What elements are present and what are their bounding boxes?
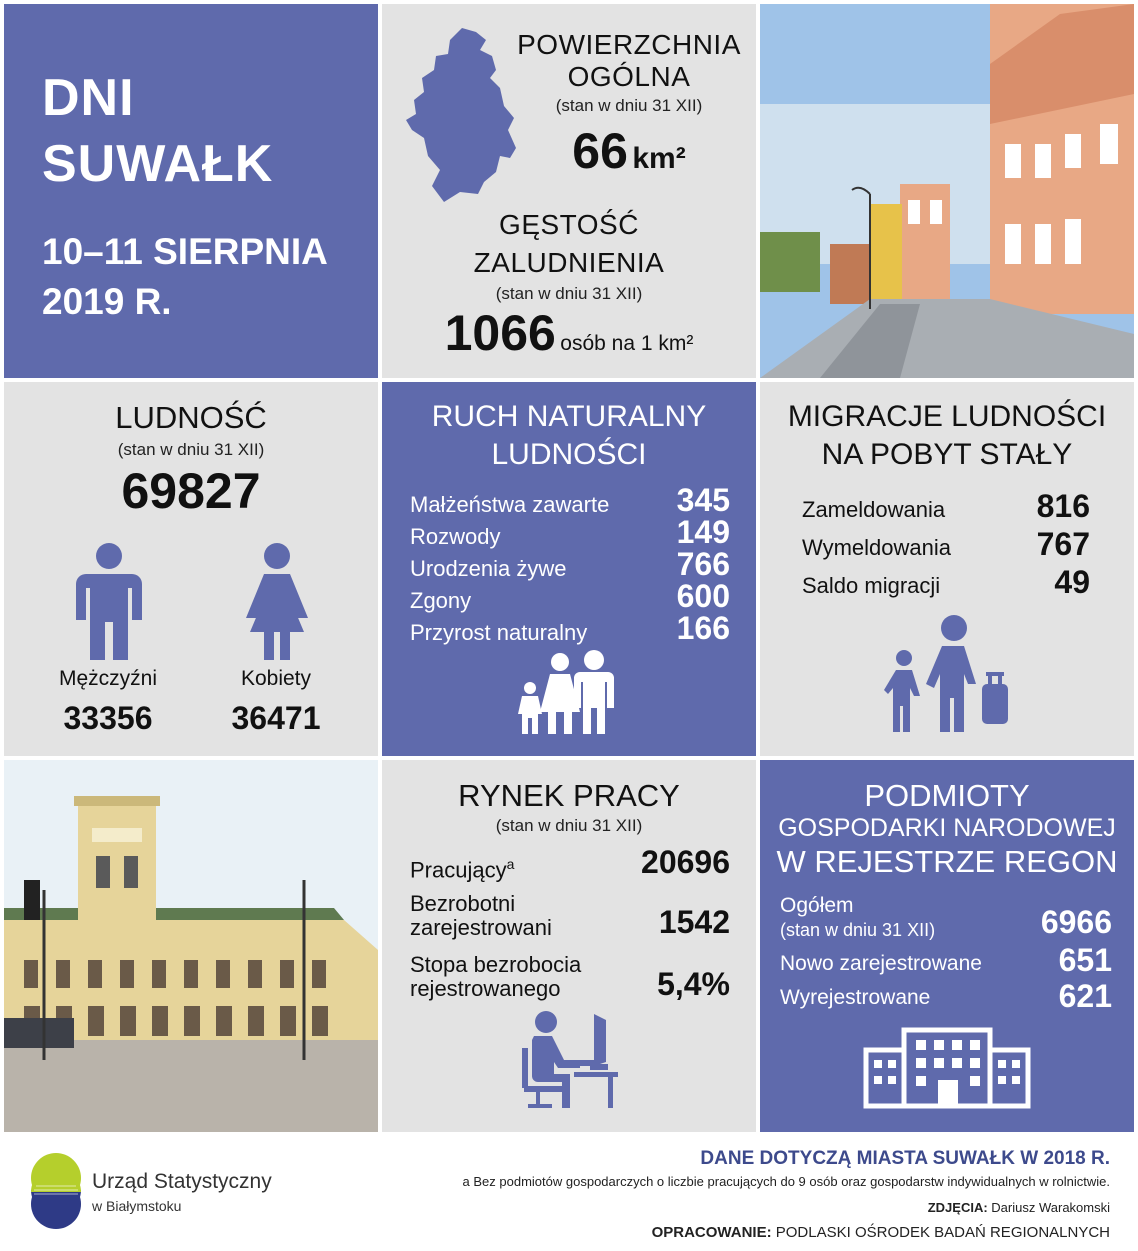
labour-note: (stan w dniu 31 XII) [495,816,643,835]
office-building-icon [862,1026,1032,1110]
migration-value-in: 816 [1036,488,1090,524]
event-date-line2: 2019 R. [42,281,172,322]
labour-title: RYNEK PRACY [458,778,680,813]
natural-value-growth: 166 [676,610,730,646]
migration-value-out: 767 [1036,526,1090,562]
footer [0,1134,1138,1251]
natural-title-line2: LUDNOŚCI [491,438,647,471]
unemployed-label-line1: Bezrobotni [410,891,516,916]
photo-credit [928,1200,1110,1215]
natural-label-births: Urodzenia żywe [410,556,567,581]
population-value: 69827 [121,463,261,519]
population-title: LUDNOŚĆ [115,400,267,435]
natural-label-marriages: Małżeństwa zawarte [410,492,610,517]
natural-value-births: 766 [676,546,730,582]
migration-value-balance: 49 [1054,564,1090,600]
office-worker-icon [520,1008,620,1112]
org-name-line1: Urząd Statystyczny [92,1170,272,1193]
regon-title-line2: GOSPODARKI NARODOWEJ [778,814,1116,842]
natural-value-deaths: 600 [676,578,730,614]
employed-label: Pracujący [410,857,507,883]
area-title-line2: OGÓLNA [567,61,691,92]
men-value: 33356 [63,700,153,736]
area-value-block [502,122,756,180]
regon-tile [760,760,1134,1132]
regon-new-value: 651 [1058,942,1112,978]
event-title-tile [4,4,378,378]
employed-footnote-marker: a [506,856,515,872]
migration-label-in: Zameldowania [802,497,946,522]
area-note: (stan w dniu 31 XII) [555,96,703,115]
density-title-line2: ZALUDNIENIA [473,247,665,278]
employed-label-block [410,856,514,883]
event-title-line1: DNI [42,69,135,127]
data-scope-headline: DANE DOTYCZĄ MIASTA SUWAŁK W 2018 R. [700,1148,1110,1169]
event-title-line2: SUWAŁK [42,135,274,193]
prepared-by [652,1224,1110,1241]
street-photo [760,4,1134,378]
density-value-block [382,304,756,362]
man-icon [74,542,144,660]
event-date-line1: 10–11 SIERPNIA [42,231,328,272]
natural-label-growth: Przyrost naturalny [410,620,588,645]
area-unit: km² [632,142,686,175]
density-note: (stan w dniu 31 XII) [495,284,643,303]
photo-credit-value: Dariusz Warakomski [991,1200,1110,1215]
labour-market-tile [382,760,756,1132]
org-name-line2: w Białymstoku [92,1198,182,1214]
regon-title-line1: PODMIOTY [864,778,1030,813]
regon-removed-value: 621 [1058,978,1112,1014]
prepared-by-label: OPRACOWANIE: [651,1224,772,1241]
regon-total-value: 6966 [1040,904,1112,940]
employed-value: 20696 [641,844,730,880]
logo-icon [28,1152,84,1230]
footnote-a: a Bez podmiotów gospodarczych o liczbie pracujących do 9 osób oraz gospodarstw indywidualnych w rolnictwie. [462,1174,1110,1189]
density-value: 1066 [444,305,556,361]
prepared-by-value: PODLASKI OŚRODEK BADAŃ REGIONALNYCH [775,1224,1110,1241]
population-note: (stan w dniu 31 XII) [117,440,265,459]
area-title-line1: POWIERZCHNIA [517,29,741,60]
town-hall-photo [4,760,378,1132]
density-title-line1: GĘSTOŚĆ [499,209,639,240]
women-label: Kobiety [240,667,312,690]
area-density-tile [382,4,756,378]
rate-label-line2: rejestrowanego [410,976,561,1001]
rate-value: 5,4% [657,966,730,1002]
density-unit: osób na 1 km² [560,332,694,355]
migration-label-balance: Saldo migracji [802,573,941,598]
natural-value-divorces: 149 [676,514,730,550]
men-label: Mężczyźni [58,667,158,690]
regon-total-note: (stan w dniu 31 XII) [780,920,936,940]
unemployed-value: 1542 [658,904,730,940]
natural-label-deaths: Zgony [410,588,472,613]
photo-credit-label: ZDJĘCIA: [927,1200,988,1215]
migration-label-out: Wymeldowania [802,535,951,560]
natural-label-divorces: Rozwody [410,524,501,549]
migration-title-line2: NA POBYT STAŁY [821,438,1073,471]
women-value: 36471 [231,700,321,736]
regon-new-label: Nowo zarejestrowane [780,952,982,975]
family-icon [514,650,624,734]
migration-tile [760,382,1134,756]
natural-title-line1: RUCH NATURALNY [431,400,707,433]
regon-removed-label: Wyrejestrowane [780,986,931,1009]
natural-movement-tile [382,382,756,756]
area-value: 66 [572,123,628,179]
regon-title-line3: W REJESTRZE REGON [776,844,1118,879]
rate-label-line1: Stopa bezrobocia [410,952,582,977]
unemployed-label-line2: zarejestrowani [410,915,552,940]
regon-total-label: Ogółem [780,894,854,917]
population-tile [4,382,378,756]
natural-value-marriages: 345 [676,482,730,518]
travellers-icon [884,614,1014,732]
migration-title-line1: MIGRACJE LUDNOŚCI [787,400,1107,433]
woman-icon [242,542,312,660]
